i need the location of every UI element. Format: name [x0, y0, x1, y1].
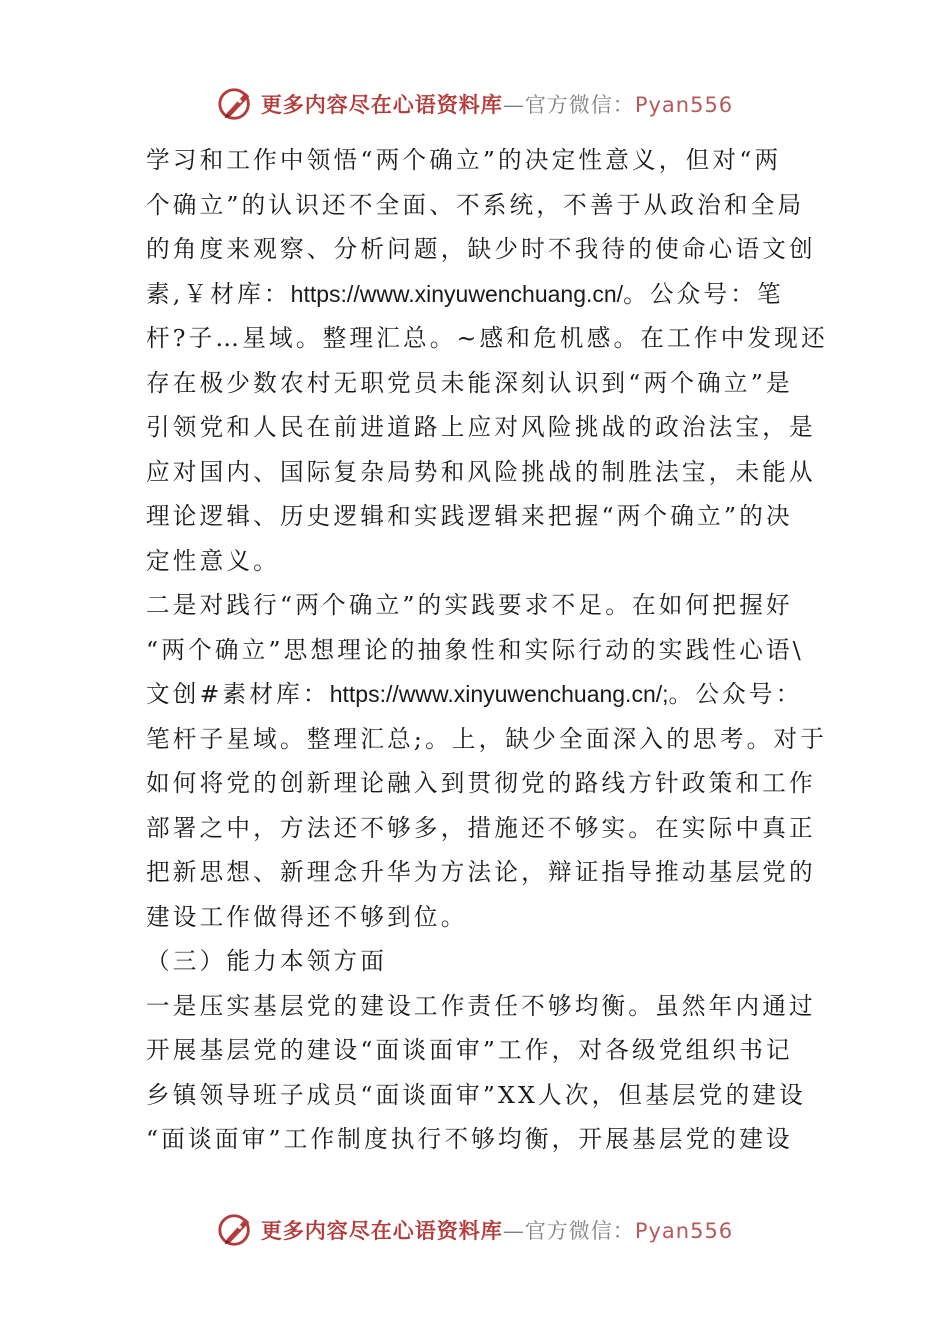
banner-dash: — — [502, 1219, 525, 1243]
text-line: 引领党和人民在前进道路上应对风险挑战的政治法宝，是 — [146, 413, 816, 441]
banner-dash: — — [502, 93, 525, 117]
text-line: 理论逻辑、历史逻辑和实践逻辑来把握“两个确立”的决 — [146, 502, 793, 530]
section-heading: （三）能力本领方面 — [146, 947, 388, 975]
banner-wechat-id: Pyan556 — [634, 1219, 734, 1243]
text-line: 杆?子…星域。整理汇总。~感和危机感。在工作中发现还 — [146, 324, 828, 352]
text-line: 存在极少数农村无职党员未能深刻认识到“两个确立”是 — [146, 368, 793, 397]
text-line: 一是压实基层党的建设工作责任不够均衡。虽然年内通过 — [146, 991, 816, 1020]
banner-grey-text: 官方微信： — [524, 1219, 635, 1243]
banner-red-text: 更多内容尽在心语资料库 — [260, 92, 503, 117]
text-line: “面谈面审”工作制度执行不够均衡，开展基层党的建设 — [146, 1125, 793, 1153]
text-line: 如何将党的创新理论融入到贯彻党的路线方针政策和工作 — [146, 769, 816, 797]
text-line: 素,￥材库：https://www.xinyuwenchuang.cn/。公众号：笔 — [146, 279, 784, 308]
document-body — [146, 138, 828, 1162]
pen-logo-icon — [217, 85, 255, 123]
text-line: 把新思想、新理念升华为方法论，辩证指导推动基层党的 — [146, 858, 816, 886]
text-line: 部署之中，方法还不够多，措施还不够实。在实际中真正 — [146, 813, 816, 842]
banner-red-text: 更多内容尽在心语资料库 — [260, 1218, 503, 1243]
url-text: https://www.xinyuwenchuang.cn/ — [290, 280, 624, 307]
footer-banner — [0, 1208, 950, 1252]
header-banner — [0, 82, 950, 126]
banner-text — [261, 1215, 733, 1245]
banner-text — [261, 89, 733, 119]
text-line: 二是对践行“两个确立”的实践要求不足。在如何把握好 — [146, 591, 793, 619]
text-line: “两个确立”思想理论的抽象性和实际行动的实践性心语\ — [146, 635, 804, 664]
text-line: 文创#素材库：https://www.xinyuwenchuang.cn/;。公众号： — [146, 680, 803, 708]
text-line: 个确立”的认识还不全面、不系统，不善于从政治和全局 — [146, 190, 805, 219]
text-line: 定性意义。 — [146, 546, 280, 575]
text-line: 应对国内、国际复杂局势和风险挑战的制胜法宝，未能从 — [146, 457, 816, 486]
text-line: 笔杆子星域。整理汇总;。上，缺少全面深入的思考。对于 — [146, 724, 827, 753]
text-line: 乡镇领导班子成员“面谈面审”XX人次，但基层党的建设 — [146, 1080, 806, 1109]
url-text: https://www.xinyuwenchuang.cn/; — [329, 681, 669, 707]
text-line: 开展基层党的建设“面谈面审”工作，对各级党组织书记 — [146, 1036, 793, 1064]
text-line: 学习和工作中领悟“两个确立”的决定性意义，但对“两 — [146, 146, 782, 174]
pen-logo-icon — [217, 1211, 255, 1249]
banner-wechat-id: Pyan556 — [634, 93, 734, 117]
text-line: 的角度来观察、分析问题，缺少时不我待的使命心语文创 — [146, 235, 816, 263]
text-line: 建设工作做得还不够到位。 — [146, 902, 468, 931]
banner-grey-text: 官方微信： — [524, 93, 635, 117]
